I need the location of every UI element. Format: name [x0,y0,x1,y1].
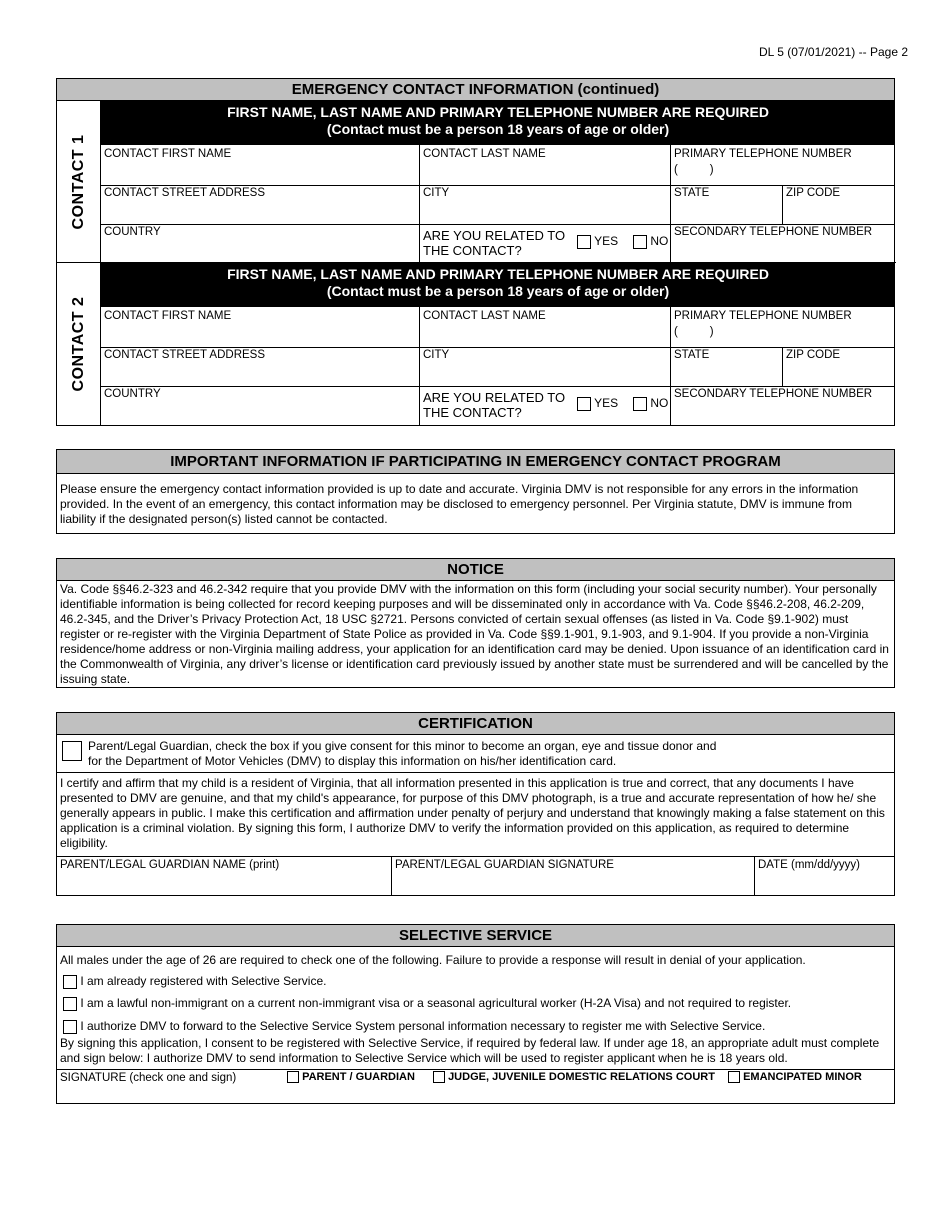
contact-2-secondary-phone-label: SECONDARY TELEPHONE NUMBER [674,388,873,400]
contact-1-no-option[interactable] [633,234,668,249]
organ-donor-consent-checkbox[interactable] [62,741,82,761]
contact-1-block [101,101,895,262]
contact-1-state-label: STATE [674,187,710,199]
selective-service-section [56,924,895,1104]
contact-2-last-name-label: CONTACT LAST NAME [423,310,546,322]
important-info-title: IMPORTANT INFORMATION IF PARTICIPATING IN EMERGENCY CONTACT PROGRAM [57,450,894,474]
certification-section [56,712,895,896]
non-immigrant-checkbox[interactable] [63,997,77,1011]
no-label: NO [650,234,669,248]
contact-1-related-question [423,228,565,258]
related-line-1: ARE YOU RELATED TO [423,228,566,243]
contact-2-state-label: STATE [674,349,710,361]
organ-donor-consent-row [57,735,894,773]
contact-1-no-checkbox[interactable] [633,235,647,249]
contact-2-yes-option[interactable] [577,396,618,411]
selective-option-registered[interactable] [63,974,326,989]
notice-text: Va. Code §§46.2-323 and 46.2-342 require that you provide DMV with the information on this form (including your social security number). Your personally identifiable information is being collected for record keeping purposes and will be disseminated only in accordance with Va. Code §§46.2-208, 46.2-209, 46.2-345, and the Driver’s Privacy Protection Act, 18 USC §2721. Persons convicted of certain sexual offenses (as listed in Va. Code §9.1-902) must register or re-register with the Virginia Department of State Police as provided in Va. Code §§9.1-901, 9.1-903, and 9.1-904. If you provide a non-Virginia residence/home address or non-Virginia mailing address, your application for an identification card may be denied. Upon issuance of an identification card in the Commonwealth of Virginia, any driver’s license or identification card previously issued by another state must be surrendered and will be cancelled by the issuing state. [60,582,889,686]
certification-text: I certify and affirm that my child is a resident of Virginia, that all information presented in this application is true and correct, that any documents I have presented to DMV are genuine, and that my child's appearance, for purpose of this DMV photograph, is a true and accurate representation of how he/ she generally appears in public. I make this certification and affirmation under penalty of perjury and understand that knowingly making a false statement on this application is a criminal violation. By signing this form, I authorize DMV to verify the information provided on this application, as required to determine eligibility. [60,776,885,850]
yes-label: YES [594,396,619,410]
judge-checkbox[interactable] [433,1071,445,1083]
form-page-header: DL 5 (07/01/2021) -- Page 2 [759,45,908,59]
contact-2-city-label: CITY [423,349,450,361]
contact-2-no-checkbox[interactable] [633,397,647,411]
contact-2-zip-label: ZIP CODE [786,349,841,361]
notice-section [56,558,895,688]
contact-1-required-banner [101,101,895,145]
selective-service-title: SELECTIVE SERVICE [57,925,894,947]
consent-line-1: Parent/Legal Guardian, check the box if you give consent for this minor to become an organ, eye and tissue donor and [88,739,717,753]
related-line-2: THE CONTACT? [423,405,522,420]
emancipated-label: EMANCIPATED MINOR [743,1071,862,1083]
signer-judge-option[interactable] [433,1071,715,1083]
guardian-name-field[interactable]: PARENT/LEGAL GUARDIAN NAME (print) [60,859,280,871]
related-line-2: THE CONTACT? [423,243,522,258]
parent-checkbox[interactable] [287,1071,299,1083]
contact-2-phone-format: ( ) [674,326,714,338]
contact-1-yes-checkbox[interactable] [577,235,591,249]
registered-label: I am already registered with Selective Service. [80,974,327,988]
organ-donor-consent-text [88,739,716,769]
contact-2-street-label: CONTACT STREET ADDRESS [104,349,266,361]
contact-2-required-banner [101,263,895,307]
selective-consent-text: By signing this application, I consent to be registered with Selective Service, if required by federal law. If under age 18, an appropriate adult must complete and sign below: I authorize DMV to send information to Selective Service which will be used to register applicant when he is 18 years old. [60,1036,880,1065]
contact-1-phone-format: ( ) [674,164,714,176]
signer-emancipated-option[interactable] [728,1071,862,1083]
contact-1-country-label: COUNTRY [104,226,161,238]
contact-2-related-question [423,390,565,420]
selective-service-intro: All males under the age of 26 are required to check one of the following. Failure to provide a response will result in denial of your application. [60,953,806,967]
contact-1-first-name-label: CONTACT FIRST NAME [104,148,232,160]
contact-1-yes-option[interactable] [577,234,618,249]
contact-2-block [101,263,895,425]
contact-1-label: CONTACT 1 [69,134,87,229]
non-immigrant-label: I am a lawful non-immigrant on a current non-immigrant visa or a seasonal agricultural worker (H-2A Visa) and not required to register. [80,996,792,1010]
contact-1-zip-label: ZIP CODE [786,187,841,199]
authorize-label: I authorize DMV to forward to the Selective Service System personal information necessary to register me with Selective Service. [80,1019,766,1033]
notice-title: NOTICE [57,559,894,581]
signer-parent-option[interactable] [287,1071,415,1083]
emergency-contact-title: EMERGENCY CONTACT INFORMATION (continued) [57,79,894,101]
parent-label: PARENT / GUARDIAN [302,1071,415,1083]
contact-1-secondary-phone-label: SECONDARY TELEPHONE NUMBER [674,226,873,238]
judge-label: JUDGE, JUVENILE DOMESTIC RELATIONS COURT [448,1071,715,1083]
consent-line-2: for the Department of Motor Vehicles (DMV) to display this information on his/her identification card. [88,754,617,768]
contact-1-side [57,101,101,262]
certification-title: CERTIFICATION [57,713,894,735]
no-label: NO [650,396,669,410]
selective-signature-label: SIGNATURE (check one and sign) [60,1072,237,1084]
registered-checkbox[interactable] [63,975,77,989]
related-line-1: ARE YOU RELATED TO [423,390,566,405]
contact-1-city-label: CITY [423,187,450,199]
authorize-checkbox[interactable] [63,1020,77,1034]
date-field[interactable]: DATE (mm/dd/yyyy) [758,859,861,871]
contact-2-label: CONTACT 2 [69,296,87,392]
contact-1-last-name-label: CONTACT LAST NAME [423,148,546,160]
selective-option-authorize[interactable] [63,1019,765,1034]
required-line-1: FIRST NAME, LAST NAME AND PRIMARY TELEPHONE NUMBER ARE REQUIRED [227,266,769,282]
contact-2-side [57,263,101,425]
contact-2-no-option[interactable] [633,396,668,411]
contact-2-yes-checkbox[interactable] [577,397,591,411]
important-info-text: Please ensure the emergency contact information provided is up to date and accurate. Virginia DMV is not responsible for any errors in the information provided. In the event of an emergency, this contact information may be disclosed to emergency personnel. Per Virginia statute, DMV is immune from liability if the designated person(s) listed cannot be contacted. [60,482,859,526]
emancipated-checkbox[interactable] [728,1071,740,1083]
contact-1-street-label: CONTACT STREET ADDRESS [104,187,266,199]
required-line-2: (Contact must be a person 18 years of age or older) [326,121,670,137]
yes-label: YES [594,234,619,248]
required-line-1: FIRST NAME, LAST NAME AND PRIMARY TELEPHONE NUMBER ARE REQUIRED [227,104,769,120]
contact-2-country-label: COUNTRY [104,388,161,400]
contact-1-primary-phone-label: PRIMARY TELEPHONE NUMBER [674,148,852,160]
contact-2-primary-phone-label: PRIMARY TELEPHONE NUMBER [674,310,852,322]
emergency-contact-section [56,78,895,426]
contact-2-first-name-label: CONTACT FIRST NAME [104,310,232,322]
guardian-signature-field[interactable]: PARENT/LEGAL GUARDIAN SIGNATURE [395,859,614,871]
important-info-section [56,449,895,534]
required-line-2: (Contact must be a person 18 years of age or older) [326,283,670,299]
selective-option-non-immigrant[interactable] [63,996,791,1011]
